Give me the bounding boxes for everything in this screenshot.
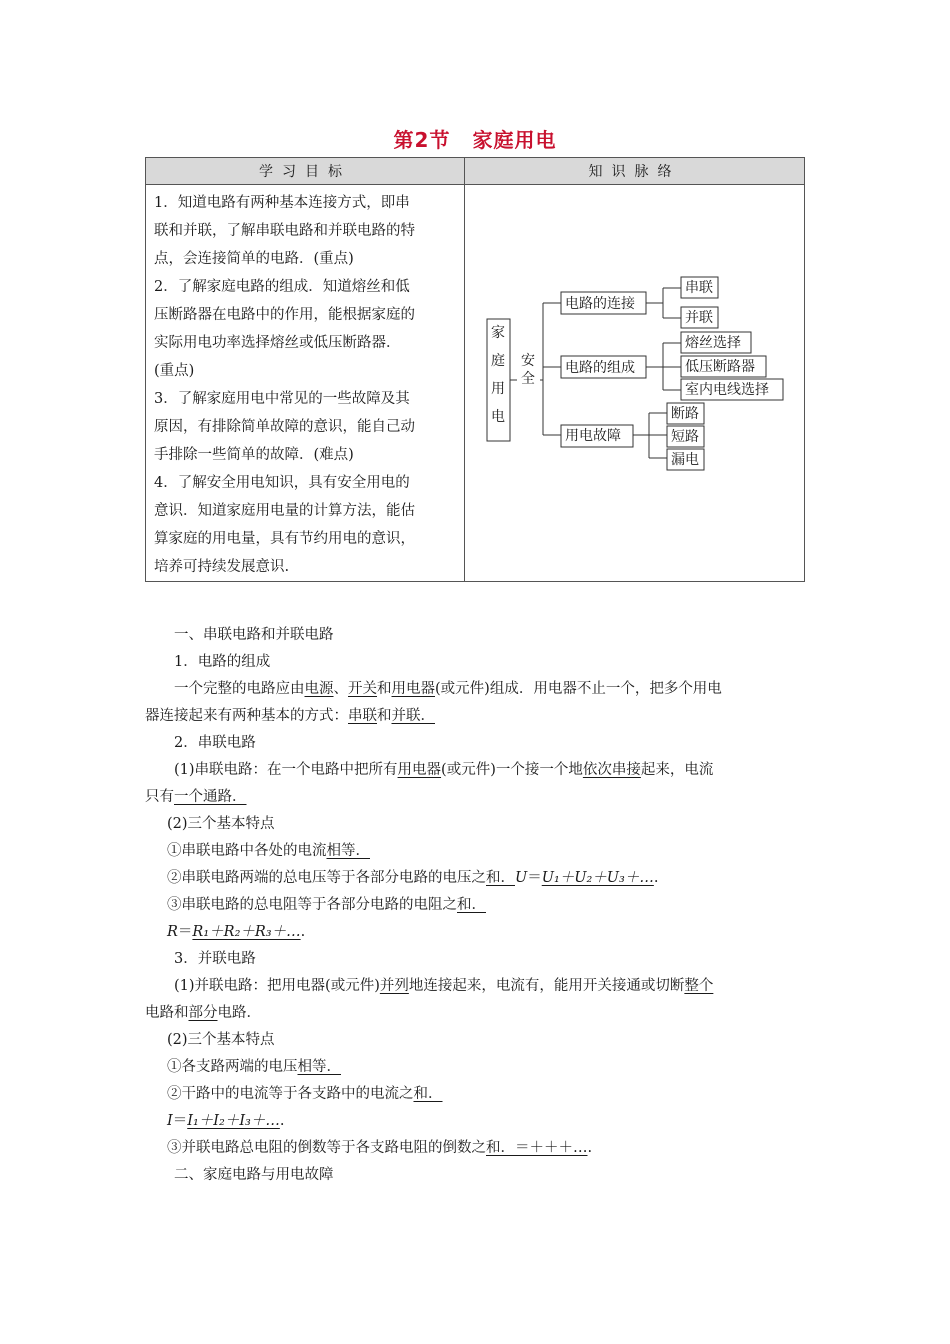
- goal-line: 3．了解家庭用电中常见的一些故障及其: [154, 391, 410, 407]
- formula: R＝R₁＋R₂＋R₃＋….: [167, 924, 306, 940]
- goal-line: 压断路器在电路中的作用，能根据家庭的: [154, 307, 415, 323]
- goals-cell: [146, 185, 465, 582]
- section-heading: 一、串联电路和并联电路: [174, 627, 334, 643]
- section-heading: 二、家庭电路与用电故障: [174, 1167, 334, 1183]
- subsection-heading: 1．电路的组成: [174, 654, 271, 670]
- answer-blank: 整个: [684, 978, 714, 994]
- content-body: [145, 622, 817, 1189]
- mid-char: 全: [521, 371, 535, 387]
- subsection-heading: 2．串联电路: [174, 735, 256, 751]
- answer-blank: 依次串接: [582, 762, 641, 778]
- goal-line: 手排除一些简单的故障．(难点): [154, 447, 354, 463]
- subsection-heading: 3．并联电路: [174, 951, 256, 967]
- goal-line: 联和并联，了解串联电路和并联电路的特: [154, 223, 415, 239]
- leaf-label: 室内电线选择: [685, 382, 769, 398]
- goal-line: 实际用电功率选择熔丝或低压断路器．: [154, 335, 401, 351]
- answer-blank: 和．: [413, 1086, 443, 1102]
- header-goals: 学习目标: [146, 158, 465, 185]
- header-map: 知识脉络: [465, 158, 805, 185]
- list-heading: (2)三个基本特点: [167, 1032, 275, 1048]
- answer-blank: 相等．: [326, 843, 370, 859]
- answer-blank: I₁＋I₂＋I₃＋…: [187, 1113, 280, 1129]
- list-item: ②串联电路两端的总电压等于各部分电路的电压之和．U＝U₁＋U₂＋U₃＋….: [167, 870, 659, 886]
- answer-blank: 电源: [304, 681, 334, 697]
- branch-fault-label: 用电故障: [565, 428, 621, 444]
- goal-line: 算家庭的用电量，具有节约用电的意识，: [154, 531, 415, 547]
- answer-blank: ＝＋＋＋…: [515, 1140, 588, 1156]
- answer-blank: 串联: [348, 708, 377, 724]
- goal-line: 2．了解家庭电路的组成．知道熔丝和低: [154, 279, 410, 295]
- answer-blank: 并列: [379, 978, 409, 994]
- page-title: [0, 124, 950, 153]
- root-char: 电: [491, 409, 505, 425]
- mid-char: 安: [521, 353, 535, 369]
- list-item: ③并联电路总电阻的倒数等于各支路电阻的倒数之和．＝＋＋＋….: [167, 1140, 593, 1156]
- goal-line: 4．了解安全用电知识，具有安全用电的: [154, 475, 410, 491]
- list-item: ③串联电路的总电阻等于各部分电路的电阻之和．: [167, 897, 486, 913]
- answer-blank: 和．: [486, 1140, 515, 1156]
- goal-line: 点，会连接简单的电路．(重点): [154, 251, 354, 267]
- answer-blank: 开关: [348, 681, 377, 697]
- answer-blank: 和．: [486, 870, 515, 886]
- paragraph: 电路和部分电路．: [145, 1005, 261, 1021]
- leaf-label: 短路: [671, 429, 699, 445]
- knowledge-map-diagram: [465, 185, 804, 577]
- root-char: 庭: [491, 353, 505, 369]
- goal-line: 意识．知道家庭用电量的计算方法，能估: [154, 503, 415, 519]
- leaf-label: 断路: [671, 406, 699, 422]
- answer-blank: 用电器: [391, 681, 435, 697]
- paragraph: 一个完整的电路应由电源、开关和用电器(或元件)组成．用电器不止一个，把多个用电: [174, 681, 722, 697]
- answer-blank: 一个通路．: [174, 789, 247, 805]
- list-item: ②干路中的电流等于各支路中的电流之和．: [167, 1086, 443, 1102]
- formula: I＝I₁＋I₂＋I₃＋….: [167, 1113, 285, 1129]
- answer-blank: R₁＋R₂＋R₃＋…: [192, 924, 301, 940]
- goal-line: 原因，有排除简单故障的意识，能自己动: [154, 419, 415, 435]
- leaf-label: 熔丝选择: [685, 335, 741, 351]
- answer-blank: 和．: [457, 897, 486, 913]
- goal-line: 1．知道电路有两种基本连接方式，即串: [154, 195, 410, 211]
- leaf-label: 低压断路器: [685, 359, 755, 375]
- list-heading: (2)三个基本特点: [167, 816, 275, 832]
- section-name: 家庭用电: [472, 128, 557, 152]
- branch-compose-label: 电路的组成: [565, 360, 635, 376]
- paragraph: (1)串联电路：在一个电路中把所有用电器(或元件)一个接一个地依次串接起来，电流: [174, 762, 714, 778]
- paragraph: (1)并联电路：把用电器(或元件)并列地连接起来，电流有，能用开关接通或切断整个: [174, 978, 714, 994]
- answer-blank: U₁＋U₂＋U₃＋…: [541, 870, 654, 886]
- goal-line: (重点): [154, 363, 195, 379]
- leaf-label: 并联: [685, 310, 713, 326]
- list-item: ①串联电路中各处的电流相等．: [167, 843, 370, 859]
- branch-connect-label: 电路的连接: [565, 296, 635, 312]
- goal-line: 培养可持续发展意识.: [154, 559, 290, 575]
- root-char: 家: [491, 325, 505, 341]
- leaf-label: 串联: [685, 280, 713, 296]
- section-number: 第2节: [393, 128, 451, 152]
- answer-blank: 部分: [188, 1005, 218, 1021]
- paragraph: 只有一个通路．: [145, 789, 247, 805]
- objectives-table: [145, 157, 805, 582]
- answer-blank: 并联．: [391, 708, 435, 724]
- knowledge-map-cell: [465, 185, 805, 582]
- answer-blank: 用电器: [397, 762, 442, 778]
- leaf-label: 漏电: [671, 452, 699, 468]
- list-item: ①各支路两端的电压相等．: [167, 1059, 341, 1075]
- paragraph: 器连接起来有两种基本的方式：串联和并联．: [145, 708, 435, 724]
- answer-blank: 相等．: [297, 1059, 341, 1075]
- root-char: 用: [491, 381, 505, 397]
